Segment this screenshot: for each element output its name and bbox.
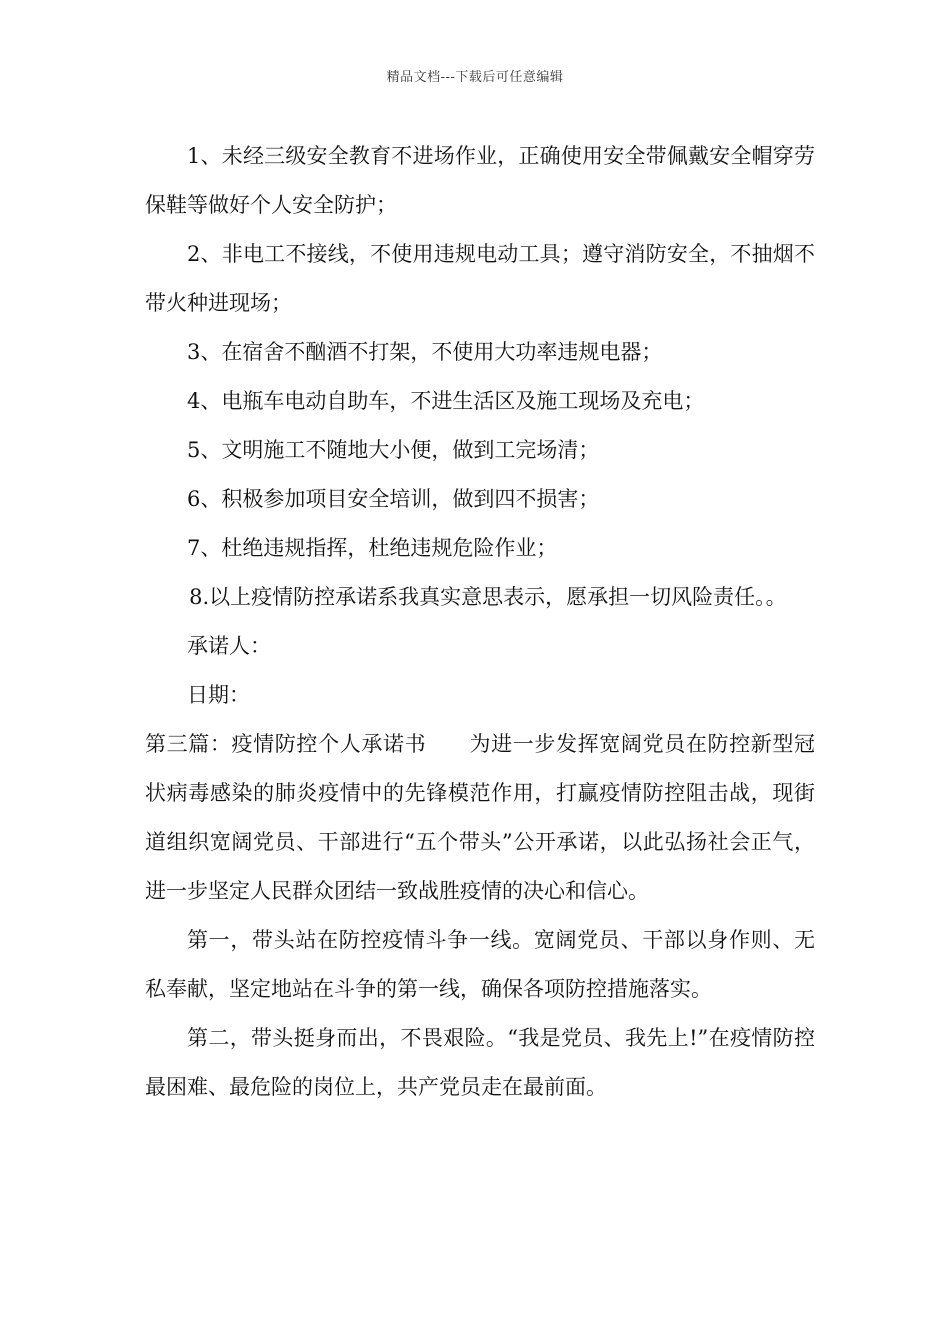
paragraph-rule-6: 6、积极参加项目安全培训，做到四不损害；: [187, 487, 600, 511]
commitment-first: 第一，带头站在防控疫情斗争一线。宽阔党员、干部以身作则、无私奉献，坚定地站在斗争的第一线，确保各项防控措施落实。: [145, 928, 815, 1001]
paragraph-rule-3: 3、在宿舍不酗酒不打架，不使用大功率违规电器；: [187, 340, 663, 364]
promisor-line: 承诺人：: [187, 634, 271, 658]
paragraph-rule-5: 5、文明施工不随地大小便，做到工完场清；: [187, 438, 600, 462]
paragraph-rule-8: 8.以上疫情防控承诺系我真实意思表示，愿承担一切风险责任。。: [189, 585, 787, 609]
paragraph-rule-1: 1、未经三级安全教育不进场作业，正确使用安全带佩戴安全帽穿劳保鞋等做好个人安全防护；: [145, 144, 815, 217]
paragraph-rule-2: 2、非电工不接线，不使用违规电动工具；遵守消防安全，不抽烟不带火种进现场；: [145, 242, 815, 315]
document-body: [145, 132, 815, 1112]
paragraph-rule-4: 4、电瓶车电动自助车，不进生活区及施工现场及充电；: [187, 389, 705, 413]
date-line: 日期：: [187, 683, 250, 707]
page-header: 精品文档---下载后可任意编辑: [386, 70, 564, 85]
paragraph-rule-7: 7、杜绝违规指挥，杜绝违规危险作业；: [187, 536, 558, 560]
section-three-intro: 第三篇：疫情防控个人承诺书 为进一步发挥宽阔党员在防控新型冠状病毒感染的肺炎疫情中的先锋模范作用，打赢疫情防控阻击战，现街道组织宽阔党员、干部进行“五个带头”公开承诺，以此弘扬社会正气，进一步坚定人民群众团结一致战胜疫情的决心和信心。: [145, 732, 815, 903]
commitment-second: 第二，带头挺身而出，不畏艰险。“我是党员、我先上!”在疫情防控最困难、最危险的岗位上，共产党员走在最前面。: [145, 1026, 815, 1099]
